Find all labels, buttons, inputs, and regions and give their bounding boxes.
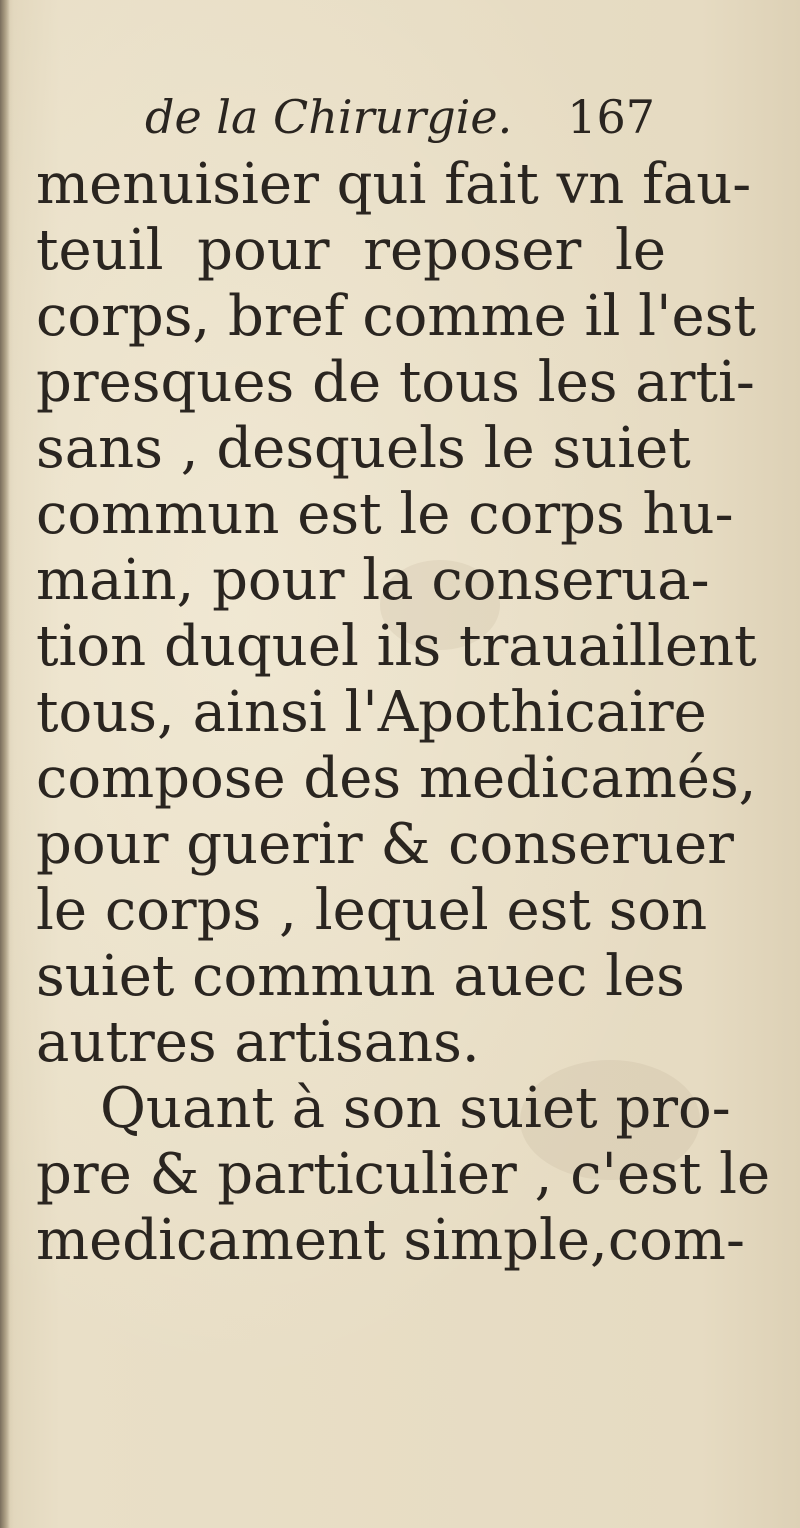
page-gutter-shadow <box>0 0 10 1528</box>
text-line: suiet commun auec les <box>36 944 685 1009</box>
page-number: 167 <box>567 90 655 144</box>
paragraph-end-line: autres artisans. <box>36 1010 480 1075</box>
text-line: compose des medicamés, <box>36 746 757 811</box>
page-header <box>145 90 655 160</box>
text-line: teuil pour reposer le <box>36 218 666 283</box>
paragraph-start-line: Quant à son suiet pro- <box>100 1076 731 1141</box>
text-line: commun est le corps hu- <box>36 482 734 547</box>
text-line: le corps , lequel est son <box>36 878 708 943</box>
text-line: sans , desquels le suiet <box>36 416 691 481</box>
text-line: menuisier qui fait vn fau- <box>36 152 752 217</box>
text-line: tous, ainsi l'Apothicaire <box>36 680 707 745</box>
running-title: de la Chirurgie. <box>145 90 513 144</box>
text-line: medicament simple,com- <box>36 1208 745 1273</box>
text-line: presques de tous les arti- <box>36 350 755 415</box>
text-line: tion duquel ils trauaillent <box>36 614 757 679</box>
text-line: pour guerir & conseruer <box>36 812 734 877</box>
text-line: main, pour la conserua- <box>36 548 710 613</box>
text-line: pre & particulier , c'est le <box>36 1142 771 1207</box>
text-line: corps, bref comme il l'est <box>36 284 756 349</box>
